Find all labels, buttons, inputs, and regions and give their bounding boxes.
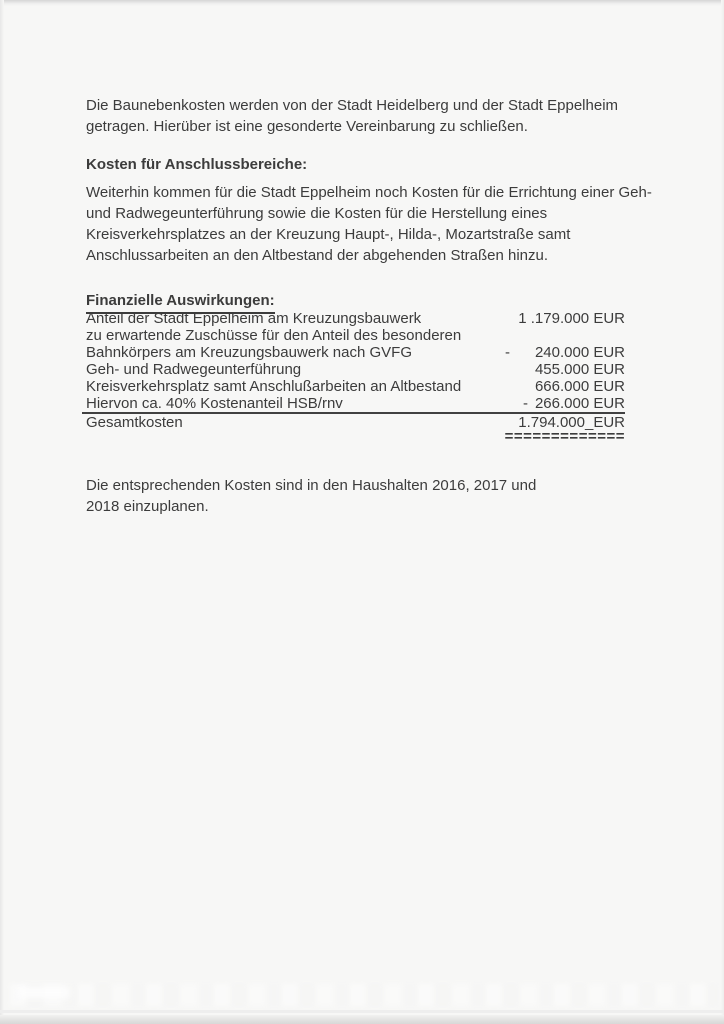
cost-amount xyxy=(505,344,625,361)
text-line: 2018 einzuplanen. xyxy=(86,498,209,515)
scan-edge-bottom-line xyxy=(0,1010,724,1013)
cost-amount xyxy=(523,395,625,412)
scan-edge-top xyxy=(0,0,724,6)
cost-amount: 455.000 EUR xyxy=(534,361,625,378)
heading-underlined-text: Finanzielle Auswirkungen: xyxy=(86,290,275,314)
minus-sign: - xyxy=(504,344,510,361)
scan-edge-left xyxy=(0,0,4,1024)
cost-table xyxy=(86,310,625,431)
text-line: Anschlussarbeiten an den Altbestand der abgehenden Straßen hinzu. xyxy=(86,247,548,264)
cost-label: Geh- und Radwegeunterführung xyxy=(86,361,302,378)
cost-row-kreisverkehrsplatz xyxy=(86,378,625,395)
paragraph-baunebenkosten xyxy=(86,95,625,137)
amount-text: 266.000 EUR xyxy=(534,395,625,412)
cost-label: Gesamtkosten xyxy=(86,414,183,431)
text-line: und Radwegeunterführung sowie die Kosten für die Herstellung eines xyxy=(86,205,548,222)
cost-amount: 666.000 EUR xyxy=(534,378,625,395)
cost-label: Anteil der Stadt Eppelheim am Kreuzungsbauwerk xyxy=(86,310,422,327)
total-double-rule: ============= xyxy=(504,428,625,445)
cost-amount: 1.794.000_EUR xyxy=(518,414,625,431)
cost-row-zuschuesse-continuation xyxy=(86,327,625,344)
text-line: Kreisverkehrsplatzes an der Kreuzung Haupt-, Hilda-, Mozartstraße samt xyxy=(86,226,571,243)
cost-label: Hiervon ca. 40% Kostenanteil HSB/rnv xyxy=(86,395,343,412)
cost-row-bahnkoerper-gvfg xyxy=(86,344,625,361)
cost-row-kostenanteil-hsb-rnv xyxy=(82,395,625,414)
scan-artifact xyxy=(18,986,70,999)
cost-row-geh-radwegeunterfuehrung xyxy=(86,361,625,378)
paragraph-haushalte xyxy=(86,475,625,517)
amount-text: 240.000 EUR xyxy=(534,344,625,361)
minus-sign: - xyxy=(522,395,528,412)
cost-label: Bahnkörpers am Kreuzungsbauwerk nach GVFG xyxy=(86,344,412,361)
text-line: Die entsprechenden Kosten sind in den Haushalten 2016, 2017 und xyxy=(86,477,537,494)
cost-row-anteil-kreuzungsbauwerk xyxy=(86,310,625,327)
scan-edge-bottom xyxy=(0,1015,724,1024)
scan-bleedthrough-artifact xyxy=(10,984,718,1006)
cost-amount: 1 .179.000 EUR xyxy=(518,310,625,327)
paragraph-anschlussbereiche xyxy=(86,182,652,266)
text-line: Weiterhin kommen für die Stadt Eppelheim noch Kosten für die Errichtung einer Geh- xyxy=(86,184,652,201)
text-line: Die Baunebenkosten werden von der Stadt Heidelberg und der Stadt Eppelheim xyxy=(86,97,619,114)
cost-label: zu erwartende Zuschüsse für den Anteil des besonderen xyxy=(86,327,462,344)
cost-label: Kreisverkehrsplatz samt Anschlußarbeiten an Altbestand xyxy=(86,378,462,395)
heading-kosten-anschlussbereiche: Kosten für Anschlussbereiche: xyxy=(86,156,308,174)
text-line: getragen. Hierüber ist eine gesonderte Vereinbarung zu schließen. xyxy=(86,118,528,135)
